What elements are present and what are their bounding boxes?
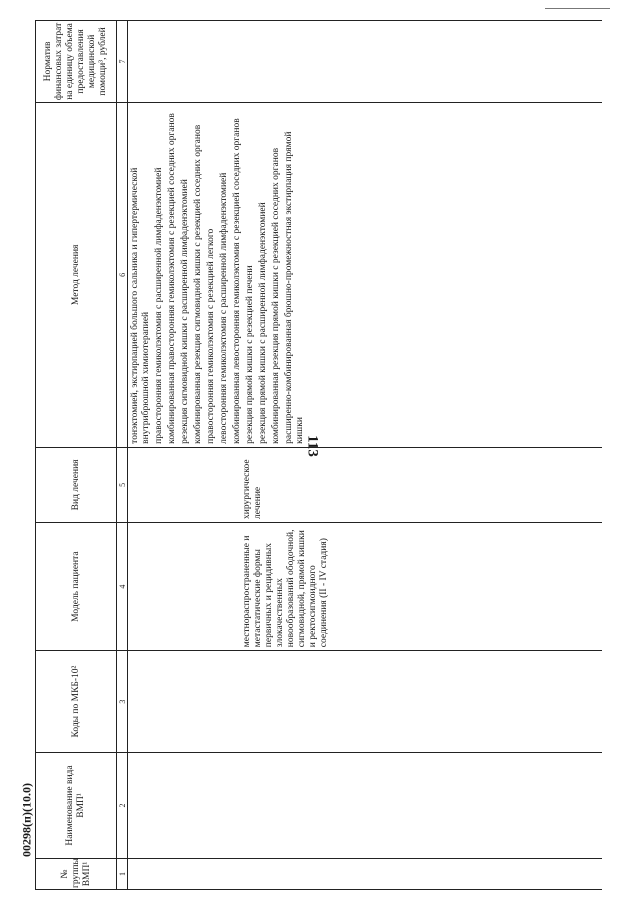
method-item: правосторонняя гемиколэктомия с резекцией легкого: [206, 228, 216, 444]
column-number: 3: [117, 651, 128, 753]
method-item: комбинированная левосторонняя гемиколэктомия с резекцией соседних органов: [232, 118, 242, 444]
column-number: 4: [117, 522, 128, 650]
method-item: комбинированная резекция сигмовидной кишки с резекцией соседних органов: [193, 124, 203, 444]
method-item: левосторонняя гемиколэктомия с расширенной лимфаденэктомией: [219, 172, 229, 444]
header-vmp-name: Наименование вида ВМП¹: [36, 752, 117, 858]
header-treatment-type: Вид лечения: [36, 447, 117, 522]
cell-vmp-name: [128, 752, 603, 858]
cell-group-number: [128, 859, 603, 890]
method-item: резекция прямой кишки с резекцией печени: [245, 265, 255, 444]
cell-treatment-type: [128, 447, 603, 522]
header-cost-norm: Норматив финансовых затрат на единицу объема предоставления медицинской помощи³, рублей: [36, 21, 117, 103]
column-number: 1: [117, 859, 128, 890]
column-number: 7: [117, 21, 128, 103]
patient-model-text: местнораспространенные и метастатические формы первичных и рецидивных злокачественных новообразований ободочной, сигмовидной, прямой кишки и ректосигмоидного соединения (II - IV стадия): [242, 529, 329, 648]
column-number: 6: [117, 102, 128, 447]
treatment-type-text: хирургическое лечение: [242, 459, 263, 519]
header-patient-model: Модель пациента: [36, 522, 117, 650]
cell-treatment-methods: [128, 102, 603, 447]
method-item: резекция сигмовидной кишки с расширенной лимфаденэктомией: [180, 179, 190, 444]
method-item: комбинированная резекция прямой кишки с резекцией соседних органов: [271, 147, 281, 444]
column-number: 5: [117, 447, 128, 522]
method-item: комбинированная правосторонняя гемиколэктомия с резекцией соседних органов: [167, 113, 177, 444]
method-item: расширенно-комбинированная брюшно-промежностная экстирпация прямой кишки: [284, 131, 305, 444]
column-number: 2: [117, 752, 128, 858]
cell-patient-model: [128, 522, 603, 650]
vmp-table: [35, 20, 602, 890]
page-number: 113: [304, 435, 321, 457]
method-item: тонэктомией, экстирпацией большого сальника и гипертермической внутрибрюшной химиотерапией: [130, 167, 151, 444]
header-treatment-method: Метод лечения: [36, 102, 117, 447]
method-item: правосторонняя гемиколэктомия с расширенной лимфаденэктомией: [154, 167, 164, 444]
top-scan-line: [545, 8, 610, 9]
header-row: [36, 21, 117, 890]
table-row: [128, 21, 603, 890]
method-list: [130, 106, 306, 444]
method-item: резекция прямой кишки с расширенной лимфаденэктомией: [258, 202, 268, 444]
document-code: 00298(п)(10.0): [19, 783, 34, 857]
column-number-row: [117, 21, 128, 890]
cell-cost-norm: [128, 21, 603, 103]
header-group-number: № группы ВМП¹: [36, 859, 117, 890]
cell-icd-codes: [128, 651, 603, 753]
rotated-table-area: [35, 20, 635, 890]
header-icd-codes: Коды по МКБ-10²: [36, 651, 117, 753]
